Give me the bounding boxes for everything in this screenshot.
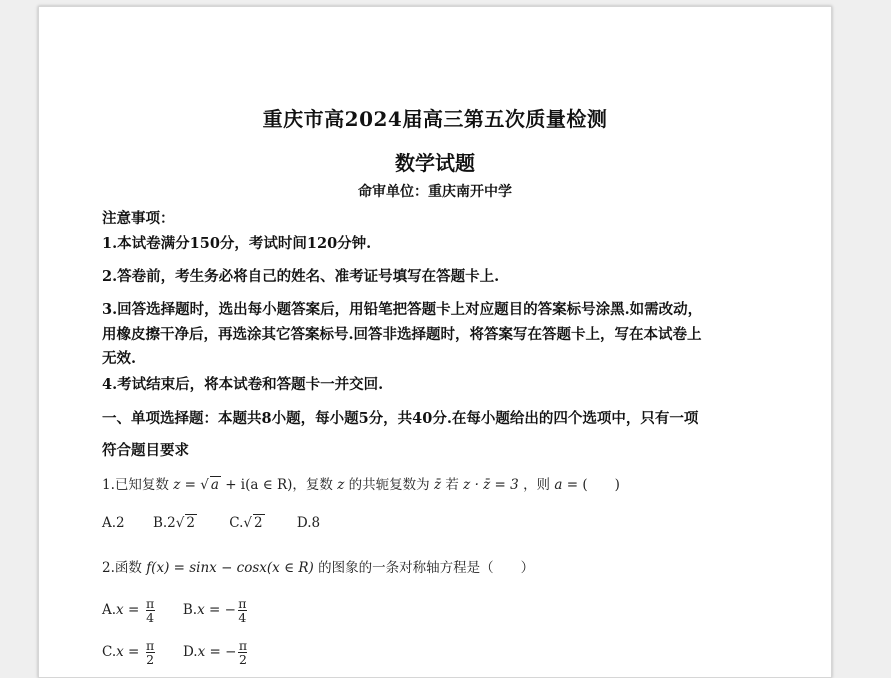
q2-option-d: [182, 638, 249, 667]
q2-options-row-2: [102, 639, 249, 666]
q1-then: ，则: [523, 477, 551, 493]
option-b-arg: 2: [186, 515, 195, 531]
document-page: [38, 6, 832, 678]
fraction-numerator: π: [146, 638, 155, 653]
q1-rest: + i(a ∈ R)，复数: [225, 477, 333, 493]
option-b-label: B.: [152, 515, 168, 531]
option-c-label: C.: [229, 515, 244, 531]
q1-eq: =: [184, 477, 201, 493]
note-2: 2.答卷前，考生务必将自己的姓名、准考证号填写在答题卡上.: [102, 268, 500, 285]
exam-subject: 数学试题: [395, 151, 475, 175]
q1-tail: = ( ): [566, 477, 620, 493]
q2-option-a: [102, 596, 157, 625]
exam-author: 命审单位：重庆南开中学: [358, 184, 512, 200]
section-heading-line-2: 符合题目要求: [102, 442, 189, 459]
sqrt-sign: √: [200, 477, 209, 493]
option-c-fraction: [146, 639, 155, 666]
q2-option-c: [102, 638, 157, 667]
note-4: 4.考试结束后，将本试卷和答题卡一并交回.: [102, 376, 384, 393]
option-a-var: x =: [116, 602, 144, 618]
option-b-coef: 2: [167, 515, 176, 531]
option-a-label: A.: [102, 602, 117, 618]
option-c-var: x =: [116, 644, 144, 660]
fraction-denominator: 2: [146, 652, 155, 667]
note-3-line-1: 3.回答选择题时，选出每小题答案后，用铅笔把答题卡上对应题目的答案标号涂黑.如需改动，: [102, 301, 703, 318]
section-heading-line-1: 一、单项选择题：本题共8小题，每小题5分，共40分.在每小题给出的四个选项中，只有一项: [102, 410, 699, 427]
q2-tail: 的图象的一条对称轴方程是（ ）: [318, 560, 535, 576]
q1-options: [102, 515, 320, 531]
option-d-fraction: [238, 639, 247, 666]
q1-sqrt-arg: a: [210, 477, 219, 493]
option-b-var: x = −: [197, 602, 236, 618]
q2-func: f(x) = sinx − cosx(x ∈ R): [146, 560, 314, 576]
option-a-fraction: [146, 597, 155, 624]
fraction-denominator: 2: [238, 652, 247, 667]
fraction-denominator: 4: [238, 610, 247, 625]
fraction-numerator: π: [238, 638, 248, 653]
note-1: 1.本试卷满分150分，考试时间120分钟.: [102, 235, 372, 252]
note-3-line-3: 无效.: [102, 350, 137, 367]
fraction-numerator: π: [145, 596, 155, 611]
sqrt-sign: √: [175, 515, 185, 531]
option-c-label: C.: [102, 644, 117, 660]
q1-zbar: z̄: [433, 477, 442, 493]
question-2: [102, 556, 534, 576]
q2-option-b: [182, 596, 249, 625]
q1-a: a: [554, 477, 563, 493]
q2-prefix: 2.函数: [102, 560, 142, 576]
q1-z2: z: [337, 477, 345, 493]
q1-ruo: 若: [445, 477, 459, 493]
q1-option-a: A.2: [102, 515, 125, 531]
q1-option-b: [153, 515, 197, 531]
fraction-numerator: π: [238, 596, 247, 611]
option-d-var: x = −: [197, 644, 237, 660]
note-3-line-2: 用橡皮擦干净后，再选涂其它答案标号.回答非选择题时，将答案写在答题卡上，写在本试卷上: [102, 326, 702, 343]
q1-z: z: [173, 477, 181, 493]
q2-options-row-1: [102, 597, 249, 624]
notes-heading: 注意事项：: [102, 210, 175, 227]
q1-product: z · z̄ = 3: [463, 477, 519, 493]
q1-option-c: [229, 515, 264, 531]
sqrt-sign: √: [243, 515, 252, 531]
fraction-denominator: 4: [146, 610, 155, 625]
exam-title: 重庆市高2024届高三第五次质量检测: [262, 107, 608, 131]
q1-option-d: D.8: [296, 515, 321, 531]
option-c-arg: 2: [254, 515, 263, 531]
q1-prefix: 1.已知复数: [102, 477, 169, 493]
question-1: [102, 473, 620, 493]
q1-mid: 的共轭复数为: [348, 477, 430, 493]
option-d-label: D.: [182, 644, 198, 660]
option-b-label: B.: [182, 602, 198, 618]
option-b-fraction: [238, 597, 247, 624]
